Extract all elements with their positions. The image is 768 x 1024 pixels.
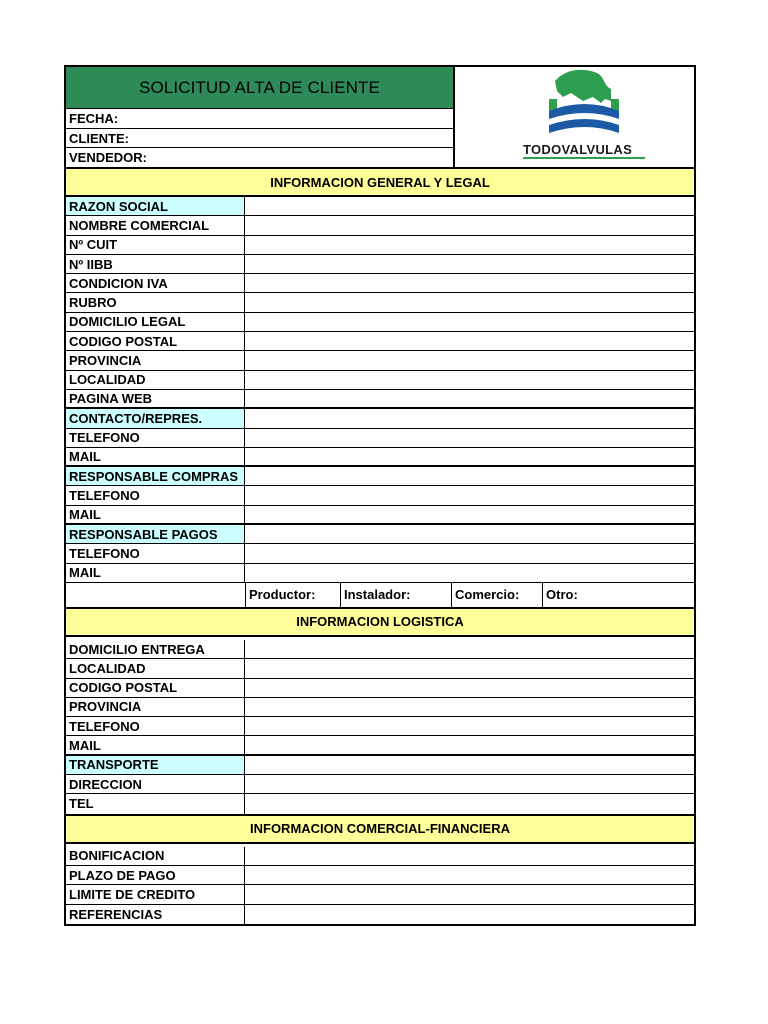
form-row <box>66 351 694 370</box>
form-row <box>66 274 694 293</box>
section-general-title: INFORMACION GENERAL Y LEGAL <box>66 169 694 197</box>
row-value-field[interactable] <box>245 736 694 753</box>
row-value-field[interactable] <box>245 717 694 735</box>
form-row <box>66 236 694 255</box>
row-value-field[interactable] <box>245 448 694 465</box>
row-value-field[interactable] <box>245 486 694 504</box>
form-row <box>66 698 694 717</box>
type-comercio[interactable]: Comercio: <box>452 583 543 607</box>
comercial-rows <box>66 847 694 924</box>
form-row <box>66 313 694 332</box>
cliente-field[interactable]: CLIENTE: <box>66 129 453 149</box>
row-value-field[interactable] <box>245 332 694 350</box>
row-value-field[interactable] <box>245 409 694 427</box>
row-label: RESPONSABLE PAGOS <box>66 525 245 543</box>
form-row <box>66 448 694 467</box>
row-value-field[interactable] <box>245 847 694 865</box>
row-value-field[interactable] <box>245 679 694 697</box>
row-value-field[interactable] <box>245 659 694 677</box>
row-label: RESPONSABLE COMPRAS <box>66 467 245 485</box>
form-row <box>66 371 694 390</box>
form-row <box>66 905 694 924</box>
row-label: Nº IIBB <box>66 255 245 273</box>
form-row <box>66 847 694 866</box>
form-row <box>66 736 694 755</box>
row-value-field[interactable] <box>245 544 694 562</box>
row-label: PAGINA WEB <box>66 390 245 407</box>
form-row <box>66 293 694 312</box>
row-label: TEL <box>66 794 245 813</box>
row-label: MAIL <box>66 564 245 582</box>
row-value-field[interactable] <box>245 794 694 813</box>
logistica-rows <box>66 640 694 814</box>
row-label: TELEFONO <box>66 429 245 447</box>
row-label: CONDICION IVA <box>66 274 245 292</box>
row-label: TRANSPORTE <box>66 756 245 774</box>
row-value-field[interactable] <box>245 866 694 884</box>
row-label: TELEFONO <box>66 717 245 735</box>
form-sheet <box>64 65 696 926</box>
form-row <box>66 197 694 216</box>
type-otro[interactable]: Otro: <box>546 587 578 603</box>
row-value-field[interactable] <box>245 216 694 234</box>
row-value-field[interactable] <box>245 775 694 793</box>
row-value-field[interactable] <box>245 255 694 273</box>
row-label: BONIFICACION <box>66 847 245 865</box>
form-row <box>66 332 694 351</box>
row-value-field[interactable] <box>245 429 694 447</box>
row-value-field[interactable] <box>245 564 694 582</box>
row-value-field[interactable] <box>245 698 694 716</box>
form-row <box>66 525 694 544</box>
form-row <box>66 775 694 794</box>
form-row <box>66 564 694 583</box>
form-row <box>66 640 694 659</box>
row-value-field[interactable] <box>245 313 694 331</box>
row-value-field[interactable] <box>245 390 694 407</box>
row-value-field[interactable] <box>245 885 694 903</box>
row-value-field[interactable] <box>245 525 694 543</box>
row-value-field[interactable] <box>245 274 694 292</box>
row-label: TELEFONO <box>66 486 245 504</box>
row-label: DOMICILIO LEGAL <box>66 313 245 331</box>
fecha-field[interactable]: FECHA: <box>66 109 453 129</box>
general-rows <box>66 197 694 583</box>
row-label: MAIL <box>66 736 245 753</box>
row-value-field[interactable] <box>245 197 694 215</box>
row-label: RUBRO <box>66 293 245 311</box>
row-label: MAIL <box>66 506 245 523</box>
form-header <box>66 67 694 169</box>
row-value-field[interactable] <box>245 905 694 924</box>
row-value-field[interactable] <box>245 467 694 485</box>
row-label: PROVINCIA <box>66 698 245 716</box>
row-label: PROVINCIA <box>66 351 245 369</box>
row-value-field[interactable] <box>245 640 694 658</box>
form-row <box>66 756 694 775</box>
title-bar <box>66 67 453 109</box>
row-value-field[interactable] <box>245 506 694 523</box>
form-row <box>66 717 694 736</box>
row-label: Nº CUIT <box>66 236 245 254</box>
section-logistica-title: INFORMACION LOGISTICA <box>66 609 694 637</box>
todovalvulas-logo <box>455 67 695 165</box>
form-row <box>66 794 694 813</box>
row-label: MAIL <box>66 448 245 465</box>
row-value-field[interactable] <box>245 756 694 774</box>
row-label: DOMICILIO ENTREGA <box>66 640 245 658</box>
header-left <box>66 67 455 167</box>
row-label: PLAZO DE PAGO <box>66 866 245 884</box>
form-row <box>66 390 694 409</box>
svg-text:TODOVALVULAS: TODOVALVULAS <box>523 142 633 157</box>
row-value-field[interactable] <box>245 371 694 389</box>
logo-cell <box>455 67 694 167</box>
row-value-field[interactable] <box>245 293 694 311</box>
form-row <box>66 679 694 698</box>
form-row <box>66 216 694 235</box>
row-label: RAZON SOCIAL <box>66 197 245 215</box>
form-row <box>66 866 694 885</box>
client-type-blank <box>66 583 246 607</box>
form-row <box>66 506 694 525</box>
row-label: LOCALIDAD <box>66 659 245 677</box>
row-label: CODIGO POSTAL <box>66 679 245 697</box>
vendedor-field[interactable]: VENDEDOR: <box>69 150 148 166</box>
row-label: TELEFONO <box>66 544 245 562</box>
form-row <box>66 255 694 274</box>
row-label: REFERENCIAS <box>66 905 245 924</box>
row-value-field[interactable] <box>245 351 694 369</box>
row-label: DIRECCION <box>66 775 245 793</box>
type-instalador[interactable]: Instalador: <box>341 583 452 607</box>
section-comercial-title: INFORMACION COMERCIAL-FINANCIERA <box>66 814 694 844</box>
row-label: LOCALIDAD <box>66 371 245 389</box>
type-productor[interactable]: Productor: <box>246 583 341 607</box>
form-row <box>66 467 694 486</box>
form-row <box>66 429 694 448</box>
form-row <box>66 486 694 505</box>
row-value-field[interactable] <box>245 236 694 254</box>
form-row <box>66 659 694 678</box>
row-label: CODIGO POSTAL <box>66 332 245 350</box>
form-row <box>66 885 694 904</box>
form-row <box>66 409 694 428</box>
row-label: LIMITE DE CREDITO <box>66 885 245 903</box>
row-label: CONTACTO/REPRES. <box>66 409 245 427</box>
form-title: SOLICITUD ALTA DE CLIENTE <box>139 77 380 97</box>
client-type-row <box>66 583 694 609</box>
form-row <box>66 544 694 563</box>
row-label: NOMBRE COMERCIAL <box>66 216 245 234</box>
